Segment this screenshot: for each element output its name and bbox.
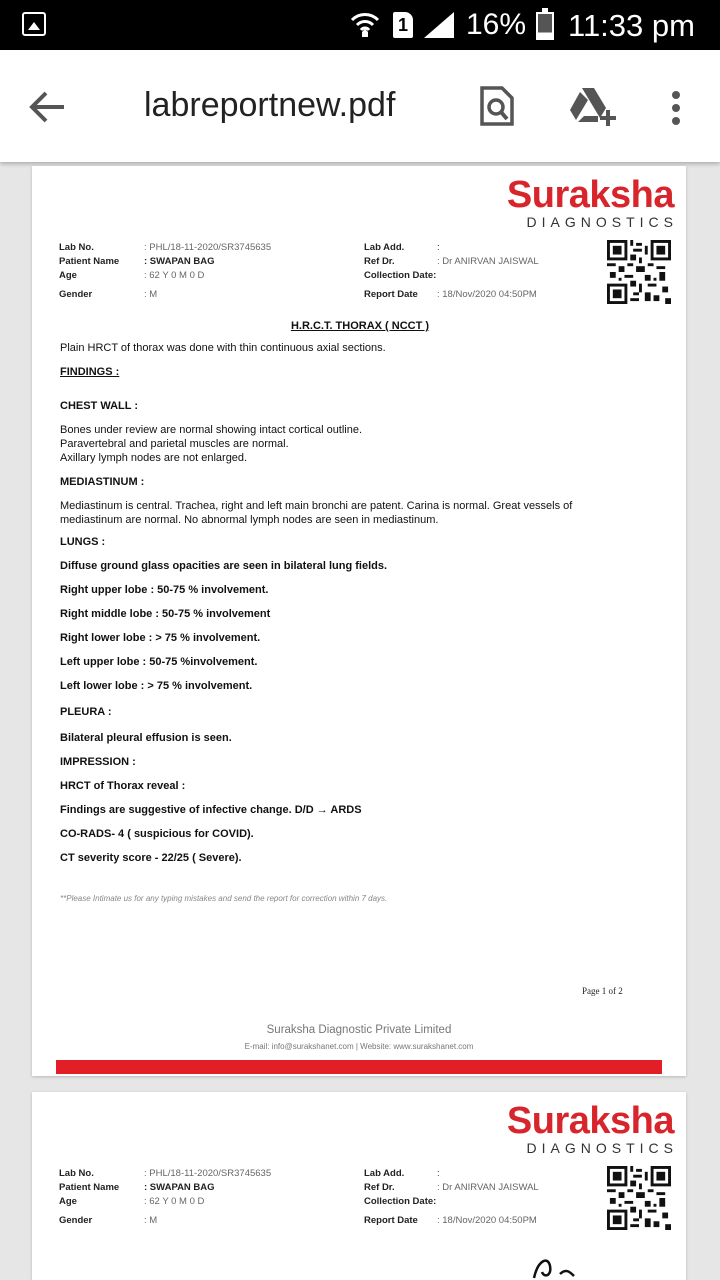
- impression-line: HRCT of Thorax reveal :: [60, 780, 186, 792]
- age-label: Age: [59, 1196, 77, 1207]
- clock: 11:33 pm: [568, 8, 695, 43]
- age-label: Age: [59, 270, 77, 281]
- patient-name-label: Patient Name: [59, 1182, 120, 1193]
- collection-date-label: Collection Date:: [364, 1196, 437, 1207]
- collection-date-label: Collection Date:: [364, 270, 437, 281]
- patient-header: [59, 242, 619, 302]
- chest-wall-line: Bones under review are normal showing intact cortical outline.: [60, 424, 363, 436]
- page-number: Page 1 of 2: [582, 986, 623, 996]
- signal-icon: [424, 12, 454, 38]
- lungs-line: Right upper lobe : 50-75 % involvement.: [60, 584, 269, 596]
- lab-add-value: :: [437, 242, 440, 253]
- impression-heading: IMPRESSION :: [60, 756, 136, 768]
- footer-company: Suraksha Diagnostic Private Limited: [266, 1024, 452, 1036]
- lab-no-label: Lab No.: [59, 1168, 94, 1179]
- brand-logo: [506, 1100, 678, 1156]
- footer-red-bar: [56, 1060, 662, 1074]
- pdf-page-2: [32, 1092, 686, 1280]
- add-to-drive-icon[interactable]: [568, 86, 616, 126]
- gender-value: : M: [144, 1215, 158, 1226]
- qr-code: [606, 1166, 672, 1230]
- document-title: labreportnew.pdf: [144, 86, 396, 124]
- pdf-page-1: [32, 166, 686, 1076]
- ref-dr-value: : Dr ANIRVAN JAISWAL: [437, 1182, 539, 1193]
- intro-text: Plain HRCT of thorax was done with thin continuous axial sections.: [60, 342, 386, 354]
- report-date-value: : 18/Nov/2020 04:50PM: [437, 289, 537, 300]
- wifi-icon: [350, 10, 380, 38]
- lab-no-value: : PHL/18-11-2020/SR3745635: [144, 1168, 272, 1179]
- back-arrow-icon[interactable]: [28, 87, 68, 127]
- lungs-line: Left lower lobe : > 75 % involvement.: [60, 680, 253, 692]
- gallery-icon: [22, 12, 46, 36]
- more-vert-icon[interactable]: [668, 88, 684, 124]
- qr-code: [606, 240, 672, 304]
- brand-name: Suraksha: [506, 1100, 674, 1142]
- brand-subtitle: DIAGNOSTICS: [526, 1140, 678, 1156]
- report-date-label: Report Date: [364, 1215, 418, 1226]
- patient-name-value: : SWAPAN BAG: [144, 256, 215, 267]
- brand-name: Suraksha: [506, 174, 674, 216]
- gender-label: Gender: [59, 1215, 93, 1226]
- signature-scribble: [530, 1254, 600, 1280]
- impression-line: Findings are suggestive of infective change. D/D → ARDS: [60, 804, 362, 816]
- pleura-line: Bilateral pleural effusion is seen.: [60, 732, 232, 744]
- battery-percent: 16%: [466, 8, 527, 41]
- lungs-heading: LUNGS :: [60, 536, 106, 548]
- chest-wall-heading: CHEST WALL :: [60, 400, 139, 412]
- report-title: H.R.C.T. THORAX ( NCCT ): [290, 320, 430, 332]
- status-bar: [0, 0, 720, 50]
- ref-dr-label: Ref Dr.: [364, 1182, 395, 1193]
- mediastinum-line: mediastinum are normal. No abnormal lymph nodes are seen in mediastinum.: [60, 514, 439, 526]
- age-value: : 62 Y 0 M 0 D: [144, 1196, 205, 1207]
- brand-logo: [506, 174, 678, 230]
- battery-icon: [536, 12, 554, 40]
- patient-name-value: : SWAPAN BAG: [144, 1182, 215, 1193]
- brand-subtitle: DIAGNOSTICS: [526, 214, 678, 230]
- mediastinum-heading: MEDIASTINUM :: [60, 476, 145, 488]
- patient-name-label: Patient Name: [59, 256, 120, 267]
- lungs-line: Right middle lobe : 50-75 % involvement: [60, 608, 271, 620]
- chest-wall-line: Paravertebral and parietal muscles are normal.: [60, 438, 289, 450]
- footer-contact: E-mail: info@surakshanet.com | Website: www.surakshanet.com: [244, 1042, 474, 1051]
- lab-no-label: Lab No.: [59, 242, 94, 253]
- report-date-label: Report Date: [364, 289, 418, 300]
- lab-add-label: Lab Add.: [364, 1168, 405, 1179]
- gender-value: : M: [144, 289, 158, 300]
- lungs-line: Right lower lobe : > 75 % involvement.: [60, 632, 261, 644]
- mediastinum-line: Mediastinum is central. Trachea, right and left main bronchi are patent. Carina is normal. Great vessels of: [60, 500, 573, 512]
- impression-line: CO-RADS- 4 ( suspicious for COVID).: [60, 828, 254, 840]
- lungs-line: Diffuse ground glass opacities are seen in bilateral lung fields.: [60, 560, 388, 572]
- patient-header: [59, 1168, 619, 1228]
- lab-no-value: : PHL/18-11-2020/SR3745635: [144, 242, 272, 253]
- impression-line: CT severity score - 22/25 ( Severe).: [60, 852, 242, 864]
- disclaimer: **Please Intimate us for any typing mistakes and send the report for correction within 7 days.: [60, 894, 388, 903]
- sim-icon: 1: [393, 12, 413, 38]
- search-document-icon[interactable]: [478, 86, 514, 126]
- gender-label: Gender: [59, 289, 93, 300]
- app-bar: [0, 50, 720, 162]
- age-value: : 62 Y 0 M 0 D: [144, 270, 205, 281]
- report-date-value: : 18/Nov/2020 04:50PM: [437, 1215, 537, 1226]
- ref-dr-label: Ref Dr.: [364, 256, 395, 267]
- pleura-heading: PLEURA :: [60, 706, 112, 718]
- lab-add-label: Lab Add.: [364, 242, 405, 253]
- ref-dr-value: : Dr ANIRVAN JAISWAL: [437, 256, 539, 267]
- lab-add-value: :: [437, 1168, 440, 1179]
- chest-wall-line: Axillary lymph nodes are not enlarged.: [60, 452, 248, 464]
- lungs-line: Left upper lobe : 50-75 %involvement.: [60, 656, 258, 668]
- findings-heading: FINDINGS :: [60, 366, 120, 378]
